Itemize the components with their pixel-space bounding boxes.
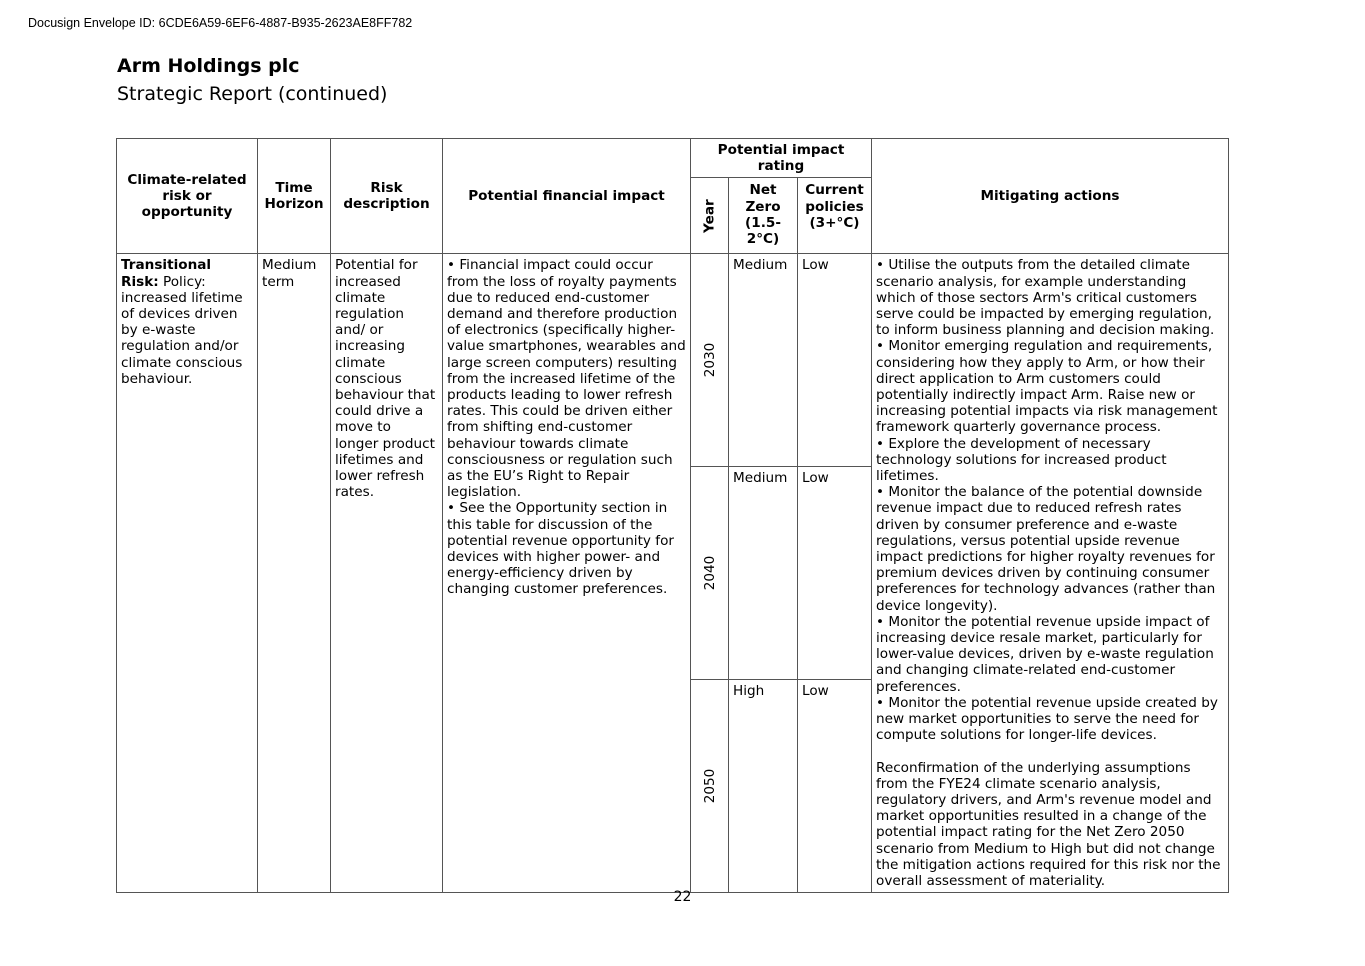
year-label: 2030 <box>701 343 718 378</box>
year-label: 2040 <box>701 555 718 591</box>
risk-cell <box>117 254 258 893</box>
header-current-policies: Current policies (3+°C) <box>798 178 872 254</box>
company-name: Arm Holdings plc <box>117 55 300 77</box>
envelope-id: Docusign Envelope ID: 6CDE6A59-6EF6-4887-B935-2623AE8FF782 <box>28 16 413 30</box>
reconfirmation-note: Reconfirmation of the underlying assumptions from the FYE24 climate scenario analysis, regulatory drivers, and Arm's revenue model and market opportunities resulted in a change of the potential impact rating for the Net Zero 2050 scenario from Medium to High but did not change the mitigation actions required for this risk nor the overall assessment of materiality. <box>876 759 1221 889</box>
net-zero-rating: Medium <box>729 467 798 680</box>
header-mitigating-actions: Mitigating actions <box>872 139 1229 254</box>
mitigating-action: • Monitor the potential revenue upside impact of increasing device resale market, particularly for lower-value devices, driven by e-waste regulation and changing climate-related end-customer preferences. <box>876 613 1214 695</box>
header-time-horizon: Time Horizon <box>258 139 331 254</box>
year-label: 2050 <box>701 768 718 804</box>
current-policies-rating: Low <box>798 680 872 893</box>
risk-label-rest: Policy: increased lifetime of devices driven by e-waste regulation and/or climate conscious behaviour. <box>121 273 243 387</box>
header-financial-impact: Potential financial impact <box>443 139 691 254</box>
net-zero-rating: High <box>729 680 798 893</box>
mitigating-action: • Explore the development of necessary technology solutions for increased product lifetimes. <box>876 435 1167 485</box>
mitigating-action: • Monitor the potential revenue upside created by new market opportunities to serve the need for compute solutions for longer-life devices. <box>876 694 1218 744</box>
current-policies-rating: Low <box>798 467 872 680</box>
mitigating-action: • Monitor emerging regulation and requirements, considering how they apply to Arm, or how their direct application to Arm customers could potentially indirectly impact Arm. Raise new or increasing potential impacts via risk management framework quarterly governance process. <box>876 338 1218 436</box>
report-subtitle: Strategic Report (continued) <box>117 83 388 105</box>
mitigating-action: • Utilise the outputs from the detailed climate scenario analysis, for example understanding which of those sectors Arm's critical customers serve could be impacted by emerging regulation, to inform business planning and decision making. <box>876 257 1215 339</box>
year-cell <box>691 680 729 893</box>
header-risk-or-opportunity: Climate-related risk or opportunity <box>117 139 258 254</box>
risk-label-bold: Transitional Risk: <box>121 257 212 290</box>
financial-impact-cell <box>443 254 691 893</box>
header-risk-description: Risk description <box>331 139 443 254</box>
financial-impact-bullet: • See the Opportunity section in this table for discussion of the potential revenue opportunity for devices with higher power- and energy-efficiency driven by changing customer preferences. <box>447 500 674 598</box>
time-horizon-cell: Medium term <box>258 254 331 893</box>
climate-risk-table <box>116 138 1229 893</box>
year-cell <box>691 254 729 467</box>
mitigating-action: • Monitor the balance of the potential downside revenue impact due to reduced refresh rates driven by consumer preference and e-waste regulations, versus potential upside revenue impact predictions for higher royalty revenues for premium devices driven by continuing consumer preferences for technology advances (rather than device longevity). <box>876 484 1216 614</box>
header-year-label: Year <box>701 199 718 233</box>
risk-description-cell: Potential for increased climate regulation and/ or increasing climate conscious behaviour that could drive a move to longer product lifetimes and lower refresh rates. <box>331 254 443 893</box>
header-net-zero: Net Zero (1.5-2°C) <box>729 178 798 254</box>
header-year <box>691 178 729 254</box>
header-potential-impact-rating: Potential impact rating <box>691 139 872 178</box>
mitigating-actions-cell <box>872 254 1229 893</box>
spacer <box>876 744 1224 760</box>
net-zero-rating: Medium <box>729 254 798 467</box>
current-policies-rating: Low <box>798 254 872 467</box>
year-cell <box>691 467 729 680</box>
page-number: 22 <box>673 889 692 905</box>
financial-impact-bullet: • Financial impact could occur from the loss of royalty payments due to reduced end-customer demand and therefore production of electronics (specifically higher-value smartphones, wearables and large screen computers) resulting from the increased lifetime of the products leading to lower refresh rates. This could be driven either from shifting end-customer behaviour towards climate consciousness or regulation such as the EU’s Right to Repair legislation. <box>447 257 686 501</box>
